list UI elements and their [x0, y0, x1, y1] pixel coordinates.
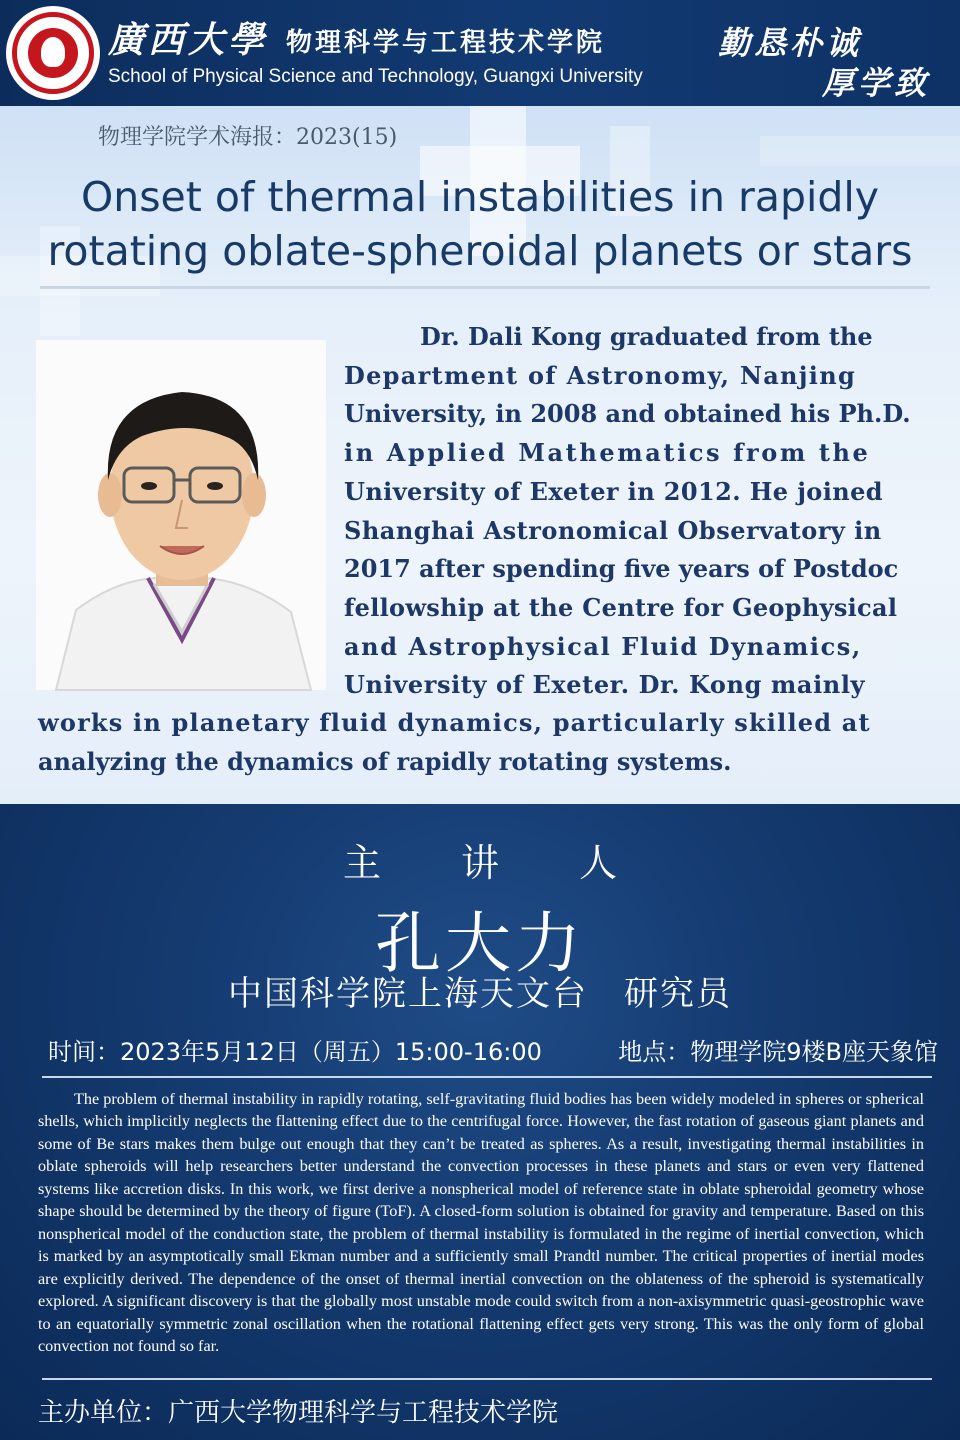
- motto-line-2: 厚学致: [822, 64, 931, 102]
- bio-line: University of Exeter. Dr. Kong mainly: [344, 670, 866, 700]
- speaker-portrait: [36, 340, 326, 690]
- talk-abstract: The problem of thermal instability in rapidly rotating, self-gravitating fluid bodies has been widely modeled in spheres or spherical shells, which implicitly neglects the flattening effect due to the centrifugal force. However, the fast rotation of gaseous giant planets and some of Be stars makes them bulge out enough that they can’t be treated as spheres. As a result, investigating thermal instabilities in oblate spheroids will help researchers better understand the convection processes in these planets and stars or even very flattened systems like accretion disks. In this work, we first derive a nonspherical model of reference state in oblate spheroidal geometry whose shape should be determined by the theory of figure (ToF). A closed-form solution is obtained for gravity and temperature. Based on this nonspherical model of the conduction state, the problem of thermal instability is formulated in the regime of inertial convection, which is marked by an asymptotically small Ekman number and a sufficiently small Prandtl number. The critical properties of inertial modes are explicitly derived. The dependence of the onset of thermal inertial convection on the oblateness of the spheroid is systematically explored. A significant discovery is that the globally most unstable mode could switch from a non-axisymmetric quasi-geostrophic wave to an equatorially symmetric zonal oscillation when the rotational flattening effect gets very strong. This was the only form of global convection not found so far.: [38, 1090, 924, 1355]
- university-logo: [6, 6, 100, 100]
- event-info-row: [48, 1030, 938, 1070]
- school-name-cn: 物理科学与工程技术学院: [286, 28, 606, 58]
- bio-line: Department of Astronomy, Nanjing: [344, 360, 857, 390]
- talk-title-line: Onset of thermal instabilities in rapidly: [80, 173, 880, 221]
- bio-line: works in planetary fluid dynamics, particularly skilled at: [38, 708, 871, 737]
- bio-line: University, in 2008 and obtained his Ph.D.: [344, 399, 911, 429]
- logo-emblem: [28, 28, 78, 78]
- talk-title: [20, 170, 940, 278]
- header-banner: [0, 0, 960, 106]
- decor-cross: [760, 136, 960, 166]
- motto-line-1: 勤恳朴诚: [718, 24, 863, 62]
- poster-lower-panel: [0, 804, 960, 1440]
- school-name-en: School of Physical Science and Technology, Guangxi University: [108, 66, 643, 87]
- poster-series-number: 物理学院学术海报：2023(15): [98, 125, 398, 150]
- speaker-bio-continued: [38, 704, 916, 781]
- event-time: 时间：2023年5月12日（周五）15:00-16:00: [48, 1038, 542, 1066]
- title-divider: [40, 286, 930, 289]
- speaker-bio: [344, 318, 916, 705]
- bio-line: Shanghai Astronomical Observatory in: [344, 515, 882, 545]
- speaker-photo: [36, 340, 326, 690]
- speaker-label: 主讲人: [342, 841, 697, 885]
- poster-upper-panel: [0, 106, 960, 804]
- bio-line: Dr. Dali Kong graduated from the: [420, 322, 873, 351]
- abstract-bottom-divider: [42, 1378, 932, 1380]
- bio-line: analyzing the dynamics of rapidly rotating systems.: [38, 746, 732, 776]
- bio-line: 2017 after spending five years of Postdoc: [344, 554, 899, 584]
- abstract-top-divider: [42, 1076, 932, 1078]
- talk-title-line: rotating oblate-spheroidal planets or stars: [47, 227, 913, 275]
- bio-line: in Applied Mathematics from the: [344, 438, 871, 468]
- organizer: 主办单位：广西大学物理科学与工程技术学院: [38, 1398, 559, 1428]
- bio-line: University of Exeter in 2012. He joined: [344, 476, 883, 506]
- speaker-affiliation: 中国科学院上海天文台 研究员: [228, 974, 732, 1014]
- bio-line: fellowship at the Centre for Geophysical: [344, 592, 898, 622]
- university-name: 廣西大學: [108, 19, 269, 61]
- event-location: 地点：物理学院9楼B座天象馆: [618, 1038, 938, 1066]
- speaker-name: 孔大力: [375, 905, 585, 982]
- bio-line: and Astrophysical Fluid Dynamics,: [344, 631, 862, 661]
